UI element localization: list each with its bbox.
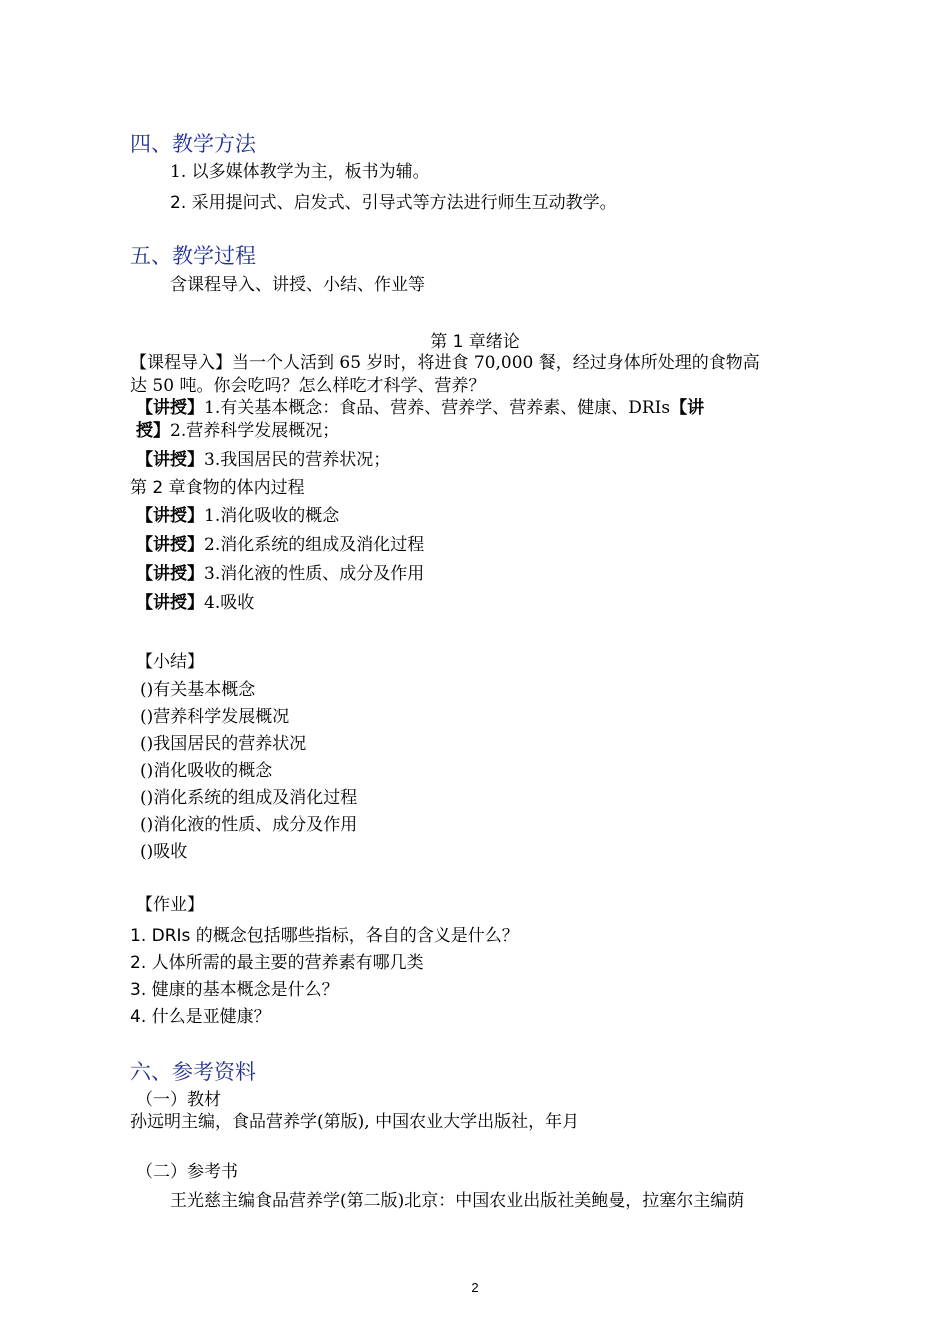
homework-item-2: 2. 人体所需的最主要的营养素有哪几类 <box>130 953 424 973</box>
textbook-label: （一）教材 <box>136 1090 221 1110</box>
chapter1-lecture1 <box>136 396 704 420</box>
lecture-text: 1.有关基本概念：食品、营养、营养学、营养素、健康、DRIs <box>204 398 671 418</box>
homework-item-3: 3. 健康的基本概念是什么？ <box>130 980 339 1000</box>
chapter1-intro-line2: 达 50 吨。你会吃吗？怎么样吃才科学、营养？ <box>130 376 486 396</box>
section-six-title: 六、参考资料 <box>130 1060 256 1084</box>
lecture-label-head: 授】 <box>136 421 170 441</box>
chapter2-lecture-3 <box>136 562 424 586</box>
lecture-label-tail: 【讲 <box>670 398 705 418</box>
summary-item: ()有关基本概念 <box>140 680 256 700</box>
lecture-text: 4.吸收 <box>204 593 255 613</box>
summary-item: ()消化吸收的概念 <box>140 761 273 781</box>
lecture-text: 2.消化系统的组成及消化过程 <box>204 535 425 555</box>
summary-title: 【小结】 <box>136 652 204 672</box>
chapter1-lecture2 <box>136 419 339 443</box>
course-intro-label: 【课程导入】 <box>130 353 232 373</box>
section-four-item-2: 2. 采用提问式、启发式、引导式等方法进行师生互动教学。 <box>170 193 617 213</box>
chapter2-lecture-2 <box>136 533 424 557</box>
summary-item: ()我国居民的营养状况 <box>140 734 307 754</box>
lecture-text: 3.消化液的性质、成分及作用 <box>204 564 425 584</box>
textbook-text: 孙远明主编，食品营养学(第版), 中国农业大学出版社，年月 <box>130 1112 580 1132</box>
lecture-label: 【讲授】 <box>136 450 204 470</box>
section-four-item-1: 1. 以多媒体教学为主，板书为辅。 <box>170 162 430 182</box>
summary-item: ()消化液的性质、成分及作用 <box>140 815 358 835</box>
chapter1-intro-line1 <box>130 351 760 375</box>
lecture-label: 【讲授】 <box>136 564 204 584</box>
chapter2-lecture-1 <box>136 504 339 528</box>
lecture-label: 【讲授】 <box>136 506 204 526</box>
lecture-label: 【讲授】 <box>136 398 204 418</box>
refbook-text: 王光慈主编食品营养学(第二版)北京：中国农业出版社美鲍曼，拉塞尔主编荫 <box>170 1191 745 1211</box>
lecture-text: 2.营养科学发展概况； <box>170 421 340 441</box>
chapter2-lecture-4 <box>136 591 254 615</box>
lecture-label: 【讲授】 <box>136 535 204 555</box>
chapter1-lecture3 <box>136 448 390 472</box>
page-number: 2 <box>471 1280 479 1295</box>
section-five-title: 五、教学过程 <box>130 244 256 268</box>
lecture-text: 1.消化吸收的概念 <box>204 506 340 526</box>
chapter2-title: 第 2 章食物的体内过程 <box>130 478 305 498</box>
refbook-label: （二）参考书 <box>136 1162 238 1182</box>
section-five-intro: 含课程导入、讲授、小结、作业等 <box>170 275 425 295</box>
lecture-label: 【讲授】 <box>136 593 204 613</box>
lecture-text: 3.我国居民的营养状况； <box>204 450 391 470</box>
homework-title: 【作业】 <box>136 895 204 915</box>
course-intro-text: 当一个人活到 65 岁时，将进食 70,000 餐，经过身体所处理的食物高 <box>232 353 760 373</box>
summary-item: ()吸收 <box>140 842 188 862</box>
summary-item: ()营养科学发展概况 <box>140 707 290 727</box>
homework-item-4: 4. 什么是亚健康？ <box>130 1007 271 1027</box>
homework-item-1: 1. DRIs 的概念包括哪些指标，各自的含义是什么？ <box>130 926 519 946</box>
summary-item: ()消化系统的组成及消化过程 <box>140 788 358 808</box>
section-four-title: 四、教学方法 <box>130 132 256 156</box>
chapter1-title: 第 1 章绪论 <box>430 332 520 352</box>
